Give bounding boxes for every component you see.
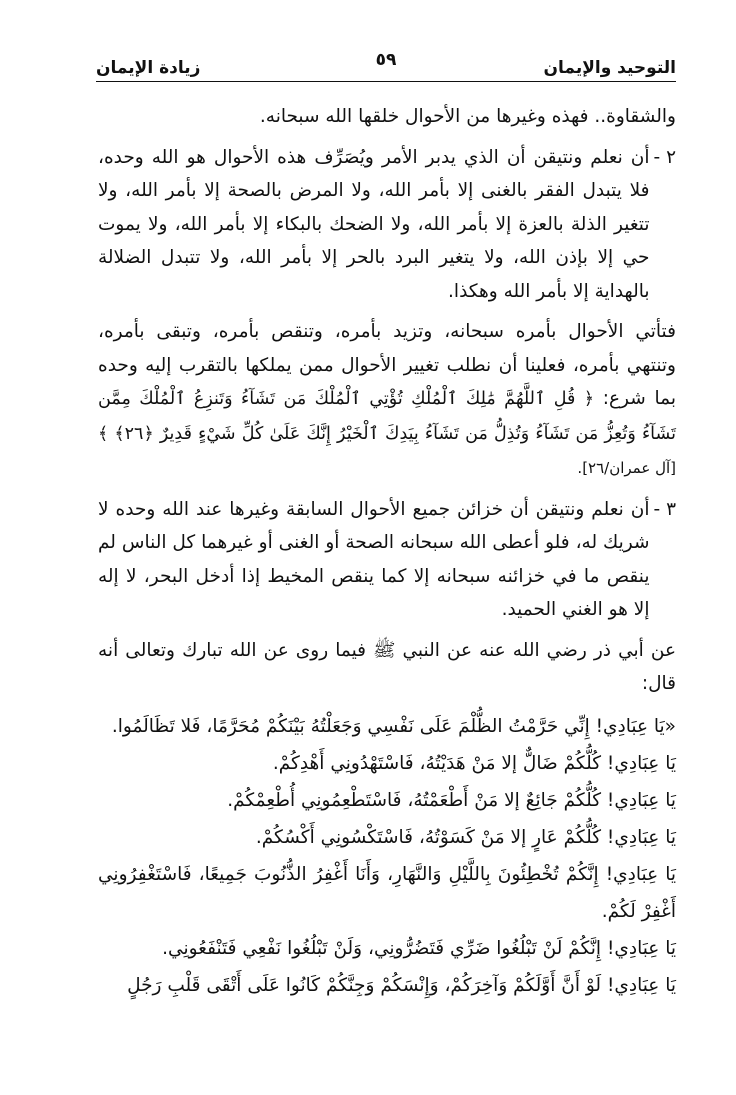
hadith-intro: عن أبي ذر رضي الله عنه عن النبي ﷺ فيما روى عن الله تبارك وتعالى أنه قال: [98,639,676,694]
hadith-line: يَا عِبَادِي! إِنَّكُمْ لَنْ تَبْلُغُوا ضَرِّي فَتَضُرُّونِي، وَلَنْ تَبْلُغُوا نَفْعِي فَتَنْفَعُونِي. [162,937,676,959]
page-number: ٥٩ [375,50,397,70]
quran-verse: ﴿ قُلِ ٱللَّهُمَّ مَٰلِكَ ٱلْمُلْكِ تُؤْتِي ٱلْمُلْكَ مَن تَشَآءُ وَتَنزِعُ ٱلْمُلْكَ مِمَّن تَشَآءُ وَتُعِزُّ مَن تَشَآءُ وَتُذِلُّ مَن تَشَآءُ بِيَدِكَ ٱلْخَيْرُ إِنَّكَ عَلَىٰ كُلِّ شَيْءٍ قَدِيرٌ ﴿٢٦﴾ ﴾ [98,389,676,444]
paragraph-continuation: والشقاوة.. فهذه وغيرها من الأحوال خلقها الله سبحانه. [259,106,676,127]
quran-reference: [آل عمران/٢٦]. [577,459,676,477]
hadith-line: يَا عِبَادِي! كُلُّكُمْ جَائِعٌ إلا مَنْ أَطْعَمْتُهُ، فَاسْتَطْعِمُونِي أُطْعِمْكُمْ. [227,789,676,811]
hadith-line: يَا عِبَادِي! كُلُّكُمْ ضَالٌّ إلا مَنْ هَدَيْتُهُ، فَاسْتَهْدُونِي أَهْدِكُمْ. [272,752,676,774]
list-number: ٢ - [653,146,676,168]
running-header [96,48,676,82]
page-body [98,100,676,1004]
list-item-text: أن نعلم ونتيقن أن الذي يدبر الأمر ويُصَرِّف هذه الأحوال هو الله وحده، فلا يتبدل الفقر بالغنى إلا بأمر الله، ولا المرض بالصحة إلا بأمر الله، ولا تتغير الذلة بالعزة إلا بأمر الله، ولا الضحك بالبكاء إلا بأمر الله، ولا يموت حي إلا بإذن الله، ولا يتغير البرد بالحر إلا بأمر الله، ولا تتبدل الضلالة بالهداية إلا بأمر الله وهكذا. [98,146,650,302]
hadith-text [98,708,676,1004]
list-item-3 [98,493,676,627]
hadith-line: يَا عِبَادِي! كُلُّكُمْ عَارٍ إلا مَنْ كَسَوْتُهُ، فَاسْتَكْسُونِي أَكْسُكُمْ. [255,826,676,848]
list-item-2 [98,141,676,309]
list-number: ٣ - [653,498,676,520]
paragraph-text: فتأتي الأحوال بأمره سبحانه، وتزيد بأمره، وتنقص بأمره، وتبقى بأمره، وتنتهي بأمره، فعلينا أن نطلب تغيير الأحوال ممن يملكها بالتقرب إليه وحده بما شرع: [98,321,676,409]
hadith-line: «يَا عِبَادِي! إِنِّي حَرَّمْتُ الظُّلْمَ عَلَى نَفْسِي وَجَعَلْتُهُ بَيْنَكُمْ مُحَرَّمًا، فَلا تَظَالَمُوا. [111,715,676,737]
list-item-text: أن نعلم ونتيقن أن خزائن جميع الأحوال السابقة وغيرها عند الله وحده لا شريك له، فلو أعطى الله سبحانه الصحة أو الغنى أو غيرهما كل الناس لم ينقص ما في خزائنه سبحانه إلا كما ينقص المخيط إذا أدخل البحر، لا إله إلا هو الغني الحميد. [98,498,650,620]
hadith-line: يَا عِبَادِي! لَوْ أَنَّ أَوَّلَكُمْ وَآخِرَكُمْ، وَإِنْسَكُمْ وَجِنَّكُمْ كَانُوا عَلَى أَتْقَى قَلْبِ رَجُلٍ [127,974,676,996]
header-right-title: التوحيد والإيمان [543,58,676,78]
hadith-line: يَا عِبَادِي! إِنَّكُمْ تُخْطِئُونَ بِاللَّيْلِ وَالنَّهَارِ، وَأَنَا أَغْفِرُ الذُّنُوبَ جَمِيعًا، فَاسْتَغْفِرُونِي أَغْفِرْ لَكُمْ. [98,863,676,922]
header-left-title: زيادة الإيمان [96,58,201,78]
paragraph-ahwal [98,315,676,486]
